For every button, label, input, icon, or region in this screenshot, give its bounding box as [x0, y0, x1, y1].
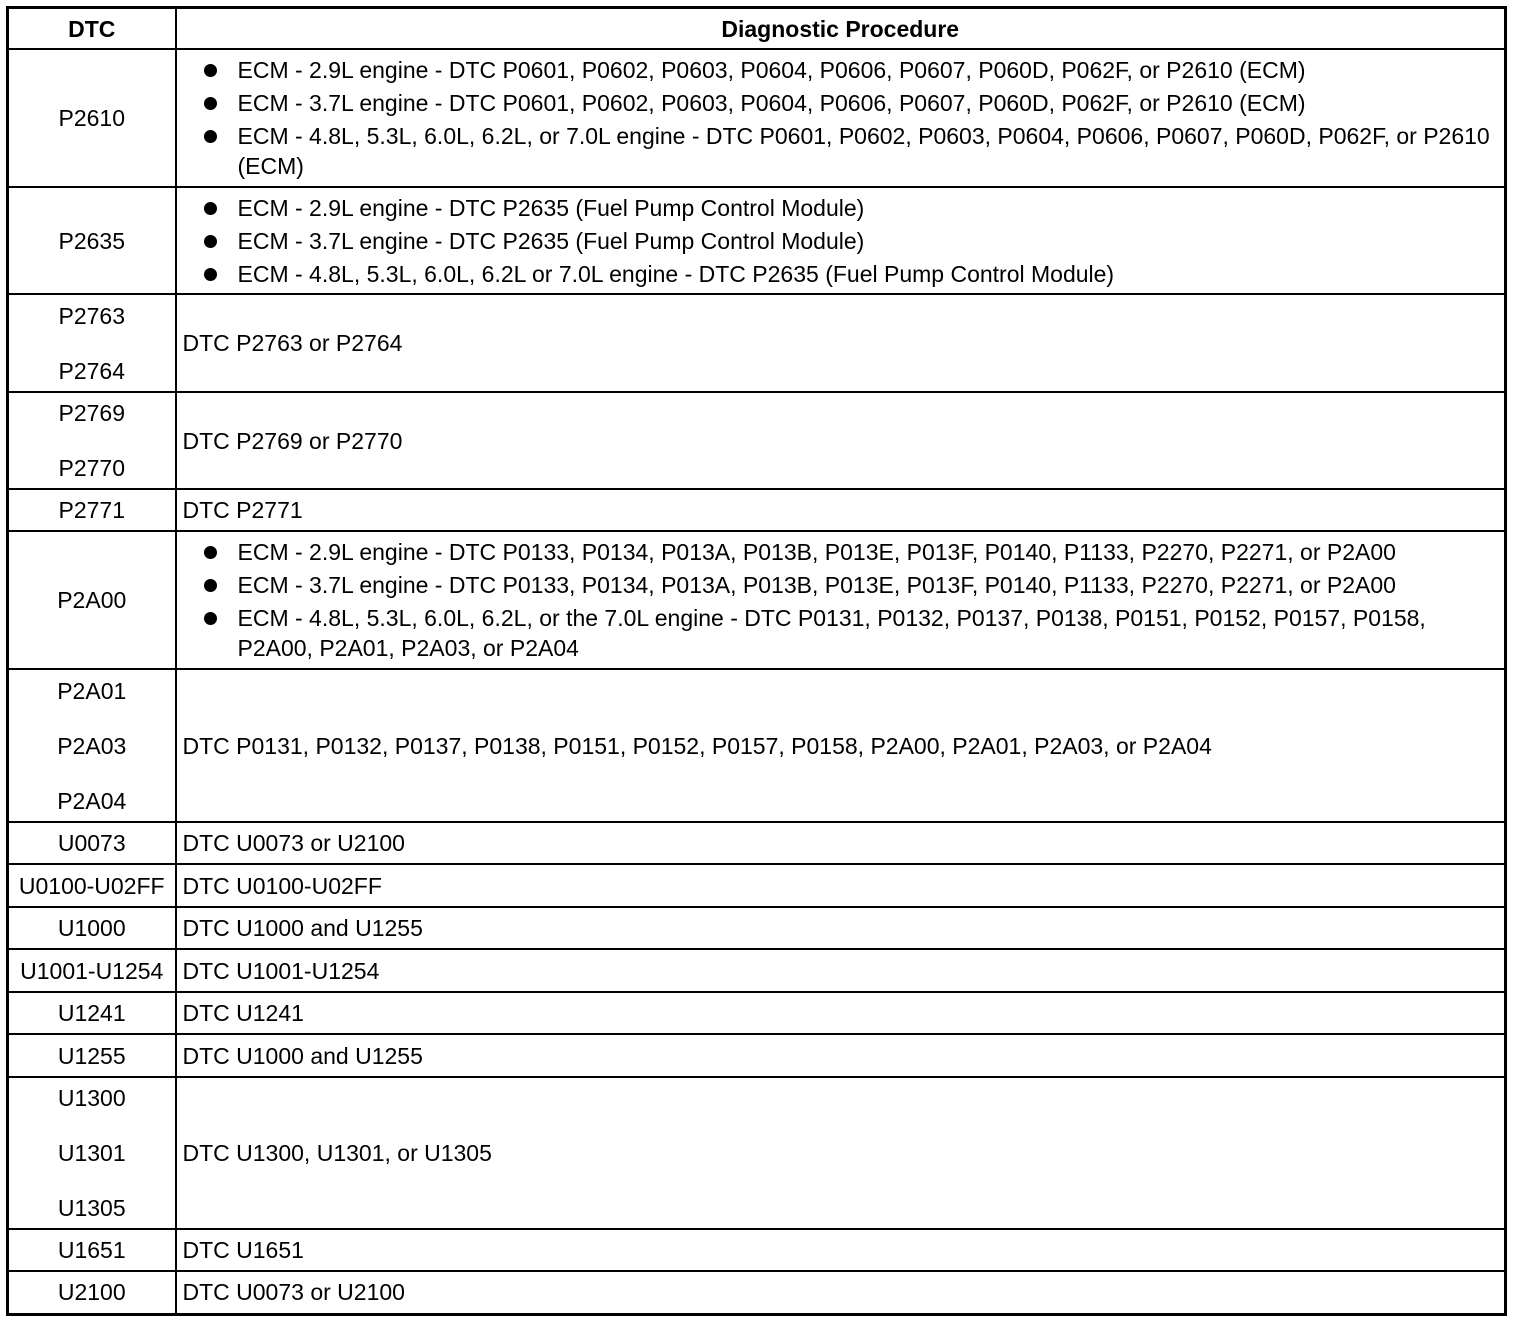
procedure-bullet-item — [183, 193, 1501, 223]
header-row — [8, 8, 1506, 50]
table-row — [8, 187, 1506, 294]
table-row — [8, 1034, 1506, 1077]
procedure-text: DTC U1651 — [182, 1237, 304, 1263]
table-row — [8, 669, 1506, 822]
procedure-bullet-text: ECM - 2.9L engine - DTC P2635 (Fuel Pump Control Module) — [237, 194, 865, 221]
procedure-text: DTC U1000 and U1255 — [182, 1042, 423, 1069]
procedure-bullet-item — [183, 603, 1501, 663]
dtc-code-cell — [8, 187, 176, 294]
procedure-bullet-text: ECM - 3.7L engine - DTC P0133, P0134, P013A, P013B, P013E, P013F, P0140, P1133, P2270, P2271, or P2A00 — [237, 572, 1396, 598]
table-row — [8, 294, 1506, 392]
dtc-code-cell — [8, 1229, 176, 1271]
procedure-cell — [176, 531, 1506, 669]
table-body — [8, 49, 1506, 1314]
dtc-code: U1300 — [57, 1085, 126, 1111]
procedure-bullet-item — [183, 121, 1501, 181]
procedure-bullet-text: ECM - 2.9L engine - DTC P0601, P0602, P0603, P0604, P0606, P0607, P060D, P062F, or P2610 (ECM) — [237, 57, 1306, 83]
dtc-code-cell — [8, 669, 176, 822]
dtc-code-cell — [8, 864, 176, 907]
dtc-code: P2610 — [58, 105, 125, 131]
dtc-code: P2769 — [58, 400, 125, 426]
dtc-code: U1305 — [57, 1195, 126, 1221]
dtc-code: U2100 — [57, 1279, 126, 1306]
procedure-bullet-text: ECM - 2.9L engine - DTC P0133, P0134, P013A, P013B, P013E, P013F, P0140, P1133, P2270, P2271, or P2A00 — [237, 539, 1396, 565]
dtc-code: U1001-U1254 — [20, 957, 164, 984]
procedure-bullet-text: ECM - 3.7L engine - DTC P2635 (Fuel Pump Control Module) — [237, 227, 865, 254]
dtc-code-cell — [8, 49, 176, 187]
table-row — [8, 864, 1506, 907]
table-row — [8, 49, 1506, 187]
procedure-text: DTC P0131, P0132, P0137, P0138, P0151, P0152, P0157, P0158, P2A00, P2A01, P2A03, or P2A04 — [182, 732, 1212, 759]
procedure-bullet-item — [183, 259, 1501, 289]
table-row — [8, 907, 1506, 949]
procedure-bullet-item — [183, 537, 1501, 567]
procedure-text: DTC U1241 — [182, 1000, 304, 1026]
procedure-cell — [176, 907, 1506, 949]
procedure-cell — [176, 294, 1506, 392]
procedure-cell — [176, 1229, 1506, 1271]
procedure-cell — [176, 49, 1506, 187]
procedure-bullet-item — [183, 88, 1501, 118]
table-row — [8, 949, 1506, 992]
procedure-cell — [176, 392, 1506, 489]
procedure-bullet-text: ECM - 3.7L engine - DTC P0601, P0602, P0603, P0604, P0606, P0607, P060D, P062F, or P2610 (ECM) — [237, 90, 1306, 116]
dtc-code-cell — [8, 992, 176, 1034]
procedure-text: DTC P2763 or P2764 — [182, 330, 403, 356]
dtc-code: U1301 — [57, 1140, 126, 1166]
dtc-code-cell — [8, 1034, 176, 1077]
procedure-bullet-list — [183, 55, 1501, 181]
dtc-code: U1000 — [57, 915, 126, 941]
procedure-text: DTC U0073 or U2100 — [182, 830, 405, 856]
dtc-table — [6, 6, 1507, 1316]
dtc-code-cell — [8, 294, 176, 392]
procedure-text: DTC U1001-U1254 — [182, 957, 380, 984]
dtc-code: P2764 — [58, 357, 125, 384]
dtc-code-cell — [8, 949, 176, 992]
procedure-bullet-item — [183, 570, 1501, 600]
dtc-code: U0100-U02FF — [18, 872, 165, 899]
procedure-text: DTC P2771 — [182, 497, 303, 523]
procedure-bullet-list — [183, 193, 1501, 289]
dtc-code: P2A04 — [57, 787, 127, 814]
table-row — [8, 822, 1506, 864]
procedure-cell — [176, 822, 1506, 864]
dtc-code-cell — [8, 489, 176, 531]
dtc-code: U1241 — [57, 1000, 126, 1026]
procedure-cell — [176, 992, 1506, 1034]
dtc-code-cell — [8, 531, 176, 669]
procedure-text: DTC U1000 and U1255 — [182, 915, 423, 941]
table-row — [8, 1271, 1506, 1314]
dtc-code: P2635 — [58, 227, 125, 254]
dtc-code: P2771 — [58, 497, 125, 523]
dtc-code-cell — [8, 822, 176, 864]
dtc-code-cell — [8, 907, 176, 949]
procedure-text: DTC P2769 or P2770 — [182, 427, 403, 454]
dtc-code: U0073 — [57, 830, 126, 856]
table-row — [8, 1229, 1506, 1271]
procedure-text: DTC U0073 or U2100 — [182, 1279, 405, 1306]
dtc-code: P2A01 — [57, 677, 127, 704]
procedure-column-header: Diagnostic Procedure — [176, 8, 1506, 50]
procedure-bullet-item — [183, 226, 1501, 256]
dtc-code-cell — [8, 1077, 176, 1229]
procedure-cell — [176, 489, 1506, 531]
procedure-cell — [176, 949, 1506, 992]
dtc-code: P2A00 — [57, 587, 127, 613]
table-row — [8, 489, 1506, 531]
procedure-bullet-list — [183, 537, 1501, 663]
procedure-text: DTC U1300, U1301, or U1305 — [182, 1140, 492, 1166]
procedure-cell — [176, 1271, 1506, 1314]
procedure-text: DTC U0100-U02FF — [182, 872, 382, 899]
table-row — [8, 992, 1506, 1034]
table-row — [8, 1077, 1506, 1229]
procedure-bullet-text: ECM - 4.8L, 5.3L, 6.0L, 6.2L, or the 7.0L engine - DTC P0131, P0132, P0137, P0138, P0151, P0152, P0157, P0158, P2A00, P2A01, P2A03, or P2A04 — [237, 605, 1426, 661]
dtc-code: P2770 — [58, 455, 125, 481]
procedure-bullet-item — [183, 55, 1501, 85]
dtc-code: U1651 — [57, 1237, 126, 1263]
dtc-column-header: DTC — [8, 8, 176, 50]
procedure-cell — [176, 1077, 1506, 1229]
procedure-bullet-text: ECM - 4.8L, 5.3L, 6.0L, 6.2L or 7.0L engine - DTC P2635 (Fuel Pump Control Module) — [237, 260, 1115, 287]
dtc-code-cell — [8, 1271, 176, 1314]
table-row — [8, 531, 1506, 669]
procedure-cell — [176, 187, 1506, 294]
procedure-cell — [176, 669, 1506, 822]
table-row — [8, 392, 1506, 489]
dtc-code-cell — [8, 392, 176, 489]
dtc-code: P2A03 — [57, 732, 127, 759]
procedure-bullet-text: ECM - 4.8L, 5.3L, 6.0L, 6.2L, or 7.0L engine - DTC P0601, P0602, P0603, P0604, P0606, P0607, P060D, P062F, or P2610 (ECM) — [237, 123, 1490, 179]
dtc-code: P2763 — [58, 302, 125, 329]
procedure-cell — [176, 864, 1506, 907]
dtc-code: U1255 — [57, 1042, 126, 1069]
procedure-cell — [176, 1034, 1506, 1077]
